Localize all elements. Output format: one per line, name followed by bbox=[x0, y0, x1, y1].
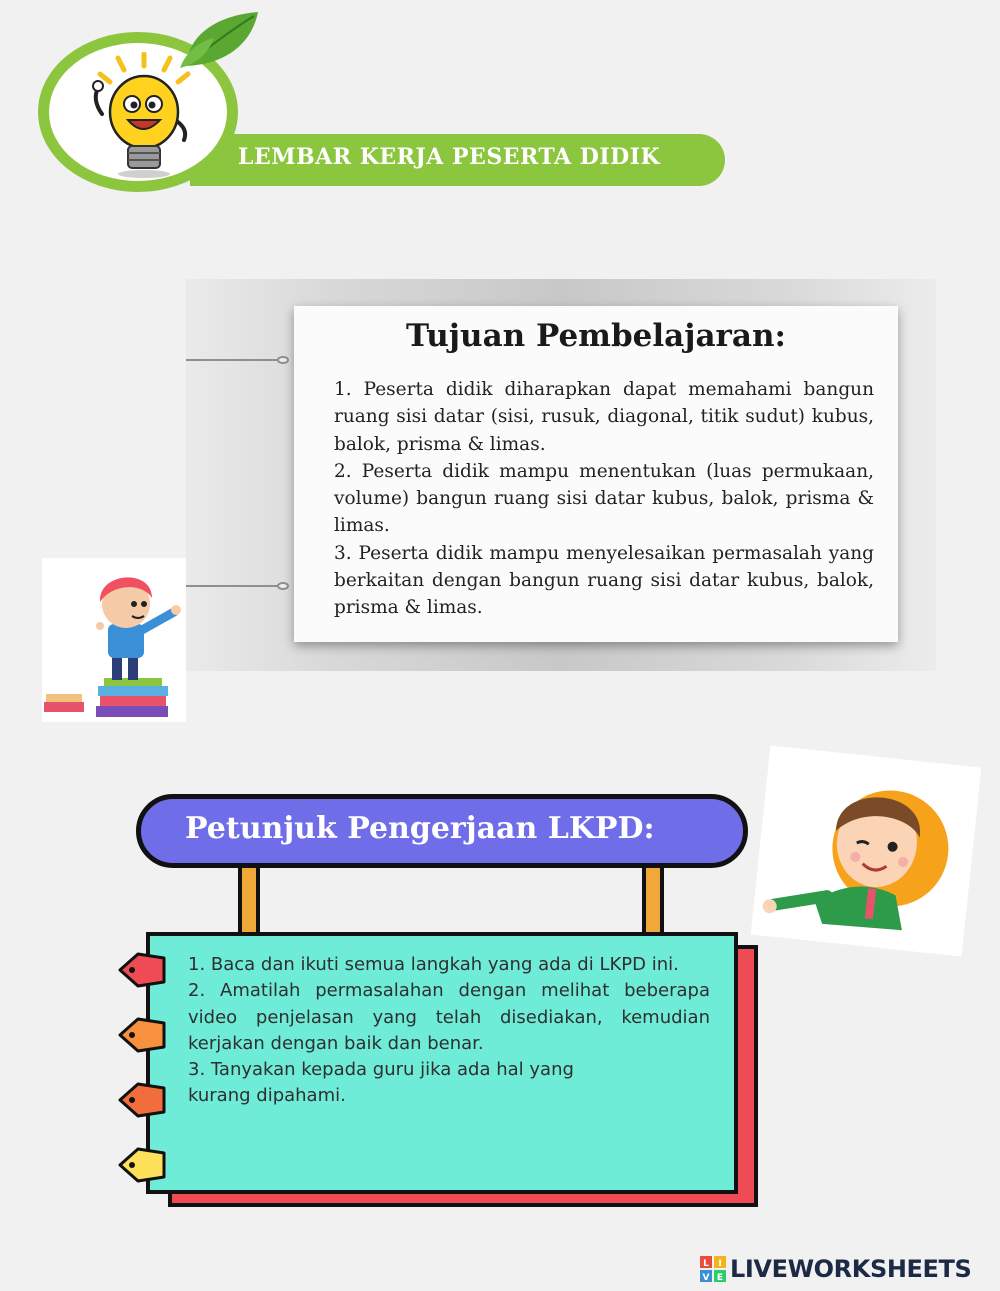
logo-letter: L bbox=[703, 1259, 709, 1269]
instructions-header bbox=[136, 794, 748, 868]
tag-icon bbox=[116, 1015, 168, 1055]
lightbulb-mascot-icon bbox=[84, 52, 204, 182]
instruction-item: 1. Baca dan ikuti semua langkah yang ada di LKPD ini. bbox=[188, 954, 679, 975]
instructions-list bbox=[188, 952, 710, 1110]
instructions-title: Petunjuk Pengerjaan LKPD: bbox=[185, 811, 655, 846]
liveworksheets-logo-icon bbox=[700, 1256, 726, 1282]
objective-item: 3. Peserta didik mampu menyelesaikan permasalah yang berkaitan dengan bangun ruang sisi datar kubus, balok, prisma & limas. bbox=[334, 542, 874, 619]
tag-icon bbox=[116, 1145, 168, 1185]
boy-on-books-illustration bbox=[42, 558, 186, 722]
worksheet-title: LEMBAR KERJA PESERTA DIDIK bbox=[238, 144, 661, 170]
instruction-item: 2. Amatilah permasalahan dengan melihat beberapa video penjelasan yang telah disediakan, kemudian kerjakan dengan baik dan benar. bbox=[188, 980, 710, 1054]
brand-name[interactable]: LIVEWORKSHEETS bbox=[730, 1255, 972, 1283]
objectives-title: Tujuan Pembelajaran: bbox=[406, 318, 786, 354]
hanger-ring bbox=[277, 356, 289, 364]
boy-pointing-icon bbox=[42, 558, 186, 722]
sign-post bbox=[238, 866, 260, 936]
tag-icon bbox=[116, 1080, 168, 1120]
hanger-ring bbox=[277, 582, 289, 590]
instruction-item: 3. Tanyakan kepada guru jika ada hal yang kurang dipahami. bbox=[188, 1059, 574, 1107]
logo-letter: E bbox=[716, 1273, 724, 1282]
objectives-list bbox=[334, 376, 874, 622]
objective-item: 2. Peserta didik mampu menentukan (luas permukaan, volume) bangun ruang sisi datar kubus, balok, prisma & limas. bbox=[334, 460, 874, 537]
hanger-line bbox=[186, 359, 278, 361]
hanger-line bbox=[186, 585, 278, 587]
winking-boy-icon bbox=[751, 745, 982, 956]
instructions-card bbox=[146, 932, 738, 1194]
tag-icon bbox=[116, 950, 168, 990]
liveworksheets-brand bbox=[700, 1253, 971, 1285]
objectives-card bbox=[294, 306, 898, 642]
objective-item: 1. Peserta didik diharapkan dapat memahami bangun ruang sisi datar (sisi, rusuk, diagonal, titik sudut) kubus, balok, prisma & limas. bbox=[334, 379, 874, 455]
logo-letter: V bbox=[702, 1273, 710, 1282]
winking-boy-illustration bbox=[751, 745, 982, 956]
logo-letter: I bbox=[718, 1259, 722, 1269]
sign-post bbox=[642, 866, 664, 936]
